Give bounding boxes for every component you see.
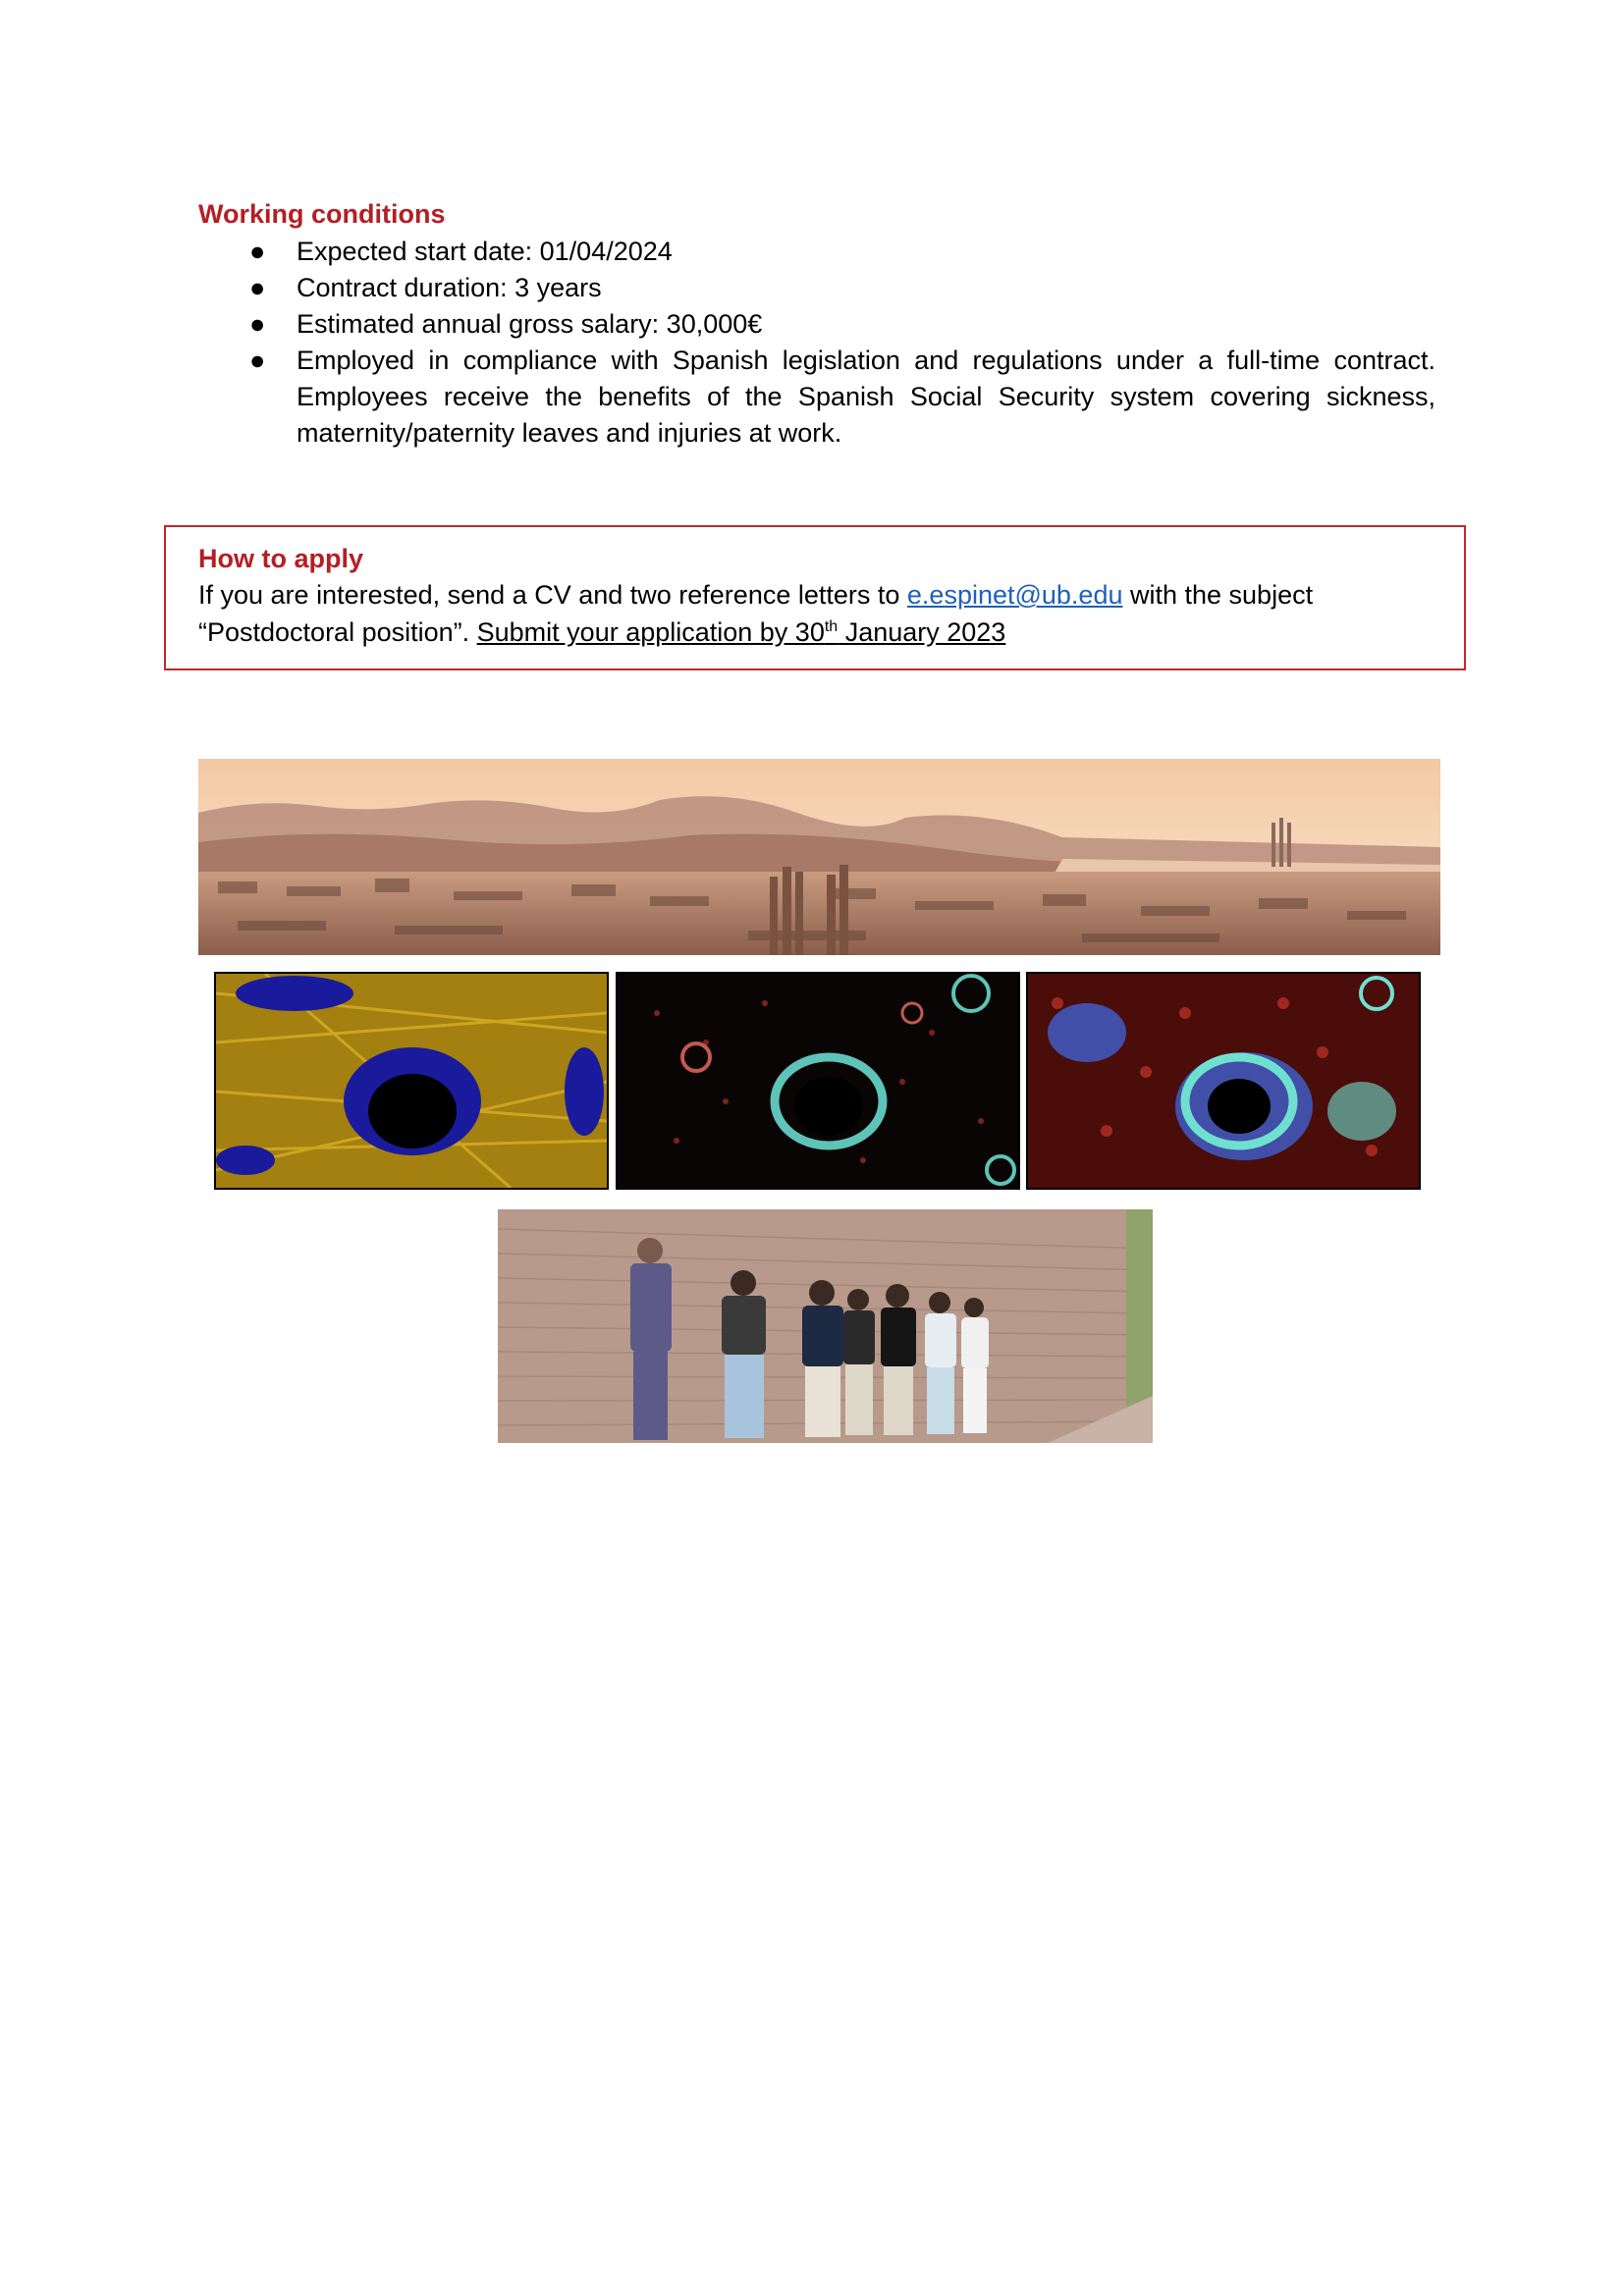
list-item bbox=[198, 234, 1435, 270]
city-panorama-image bbox=[198, 759, 1440, 955]
apply-text-start: If you are interested, send a CV and two reference letters to bbox=[198, 580, 907, 610]
list-item bbox=[198, 306, 1435, 343]
team-photo bbox=[498, 1209, 1153, 1443]
microscopy-image-1 bbox=[214, 972, 609, 1190]
list-item bbox=[198, 270, 1435, 306]
how-to-apply-text bbox=[198, 576, 1445, 651]
microscopy-image-2 bbox=[616, 972, 1020, 1190]
apply-text-subject: with the subject “Postdoctoral position”. bbox=[198, 580, 1314, 647]
bullet-icon: ● bbox=[249, 346, 266, 375]
how-to-apply-title: How to apply bbox=[198, 544, 363, 573]
deadline-suffix: January 2023 bbox=[838, 617, 1006, 647]
microscopy-image-3 bbox=[1026, 972, 1421, 1190]
how-to-apply-box bbox=[164, 525, 1466, 670]
bullet-icon: ● bbox=[249, 237, 266, 266]
working-conditions-list bbox=[198, 234, 1435, 452]
bullet-icon: ● bbox=[249, 273, 266, 302]
working-conditions-title: Working conditions bbox=[198, 199, 446, 229]
list-item-text: Expected start date: 01/04/2024 bbox=[297, 237, 673, 266]
list-item bbox=[198, 343, 1435, 452]
list-item-text: Contract duration: 3 years bbox=[297, 273, 602, 302]
deadline-text bbox=[477, 617, 1006, 647]
list-item-text: Employed in compliance with Spanish legislation and regulations under a full-time contract. Employees receive the benefits of the Spanish Social Security system covering sickness, maternity/paternity leaves and injuries at work. bbox=[297, 346, 1435, 448]
bullet-icon: ● bbox=[249, 309, 266, 339]
how-to-apply-content bbox=[198, 541, 1445, 651]
list-item-text: Estimated annual gross salary: 30,000€ bbox=[297, 309, 763, 339]
email-link[interactable]: e.espinet@ub.edu bbox=[906, 580, 1123, 610]
working-conditions-section bbox=[198, 196, 1435, 452]
deadline-ordinal: th bbox=[824, 618, 839, 635]
deadline-prefix: Submit your application by 30 bbox=[476, 617, 825, 647]
